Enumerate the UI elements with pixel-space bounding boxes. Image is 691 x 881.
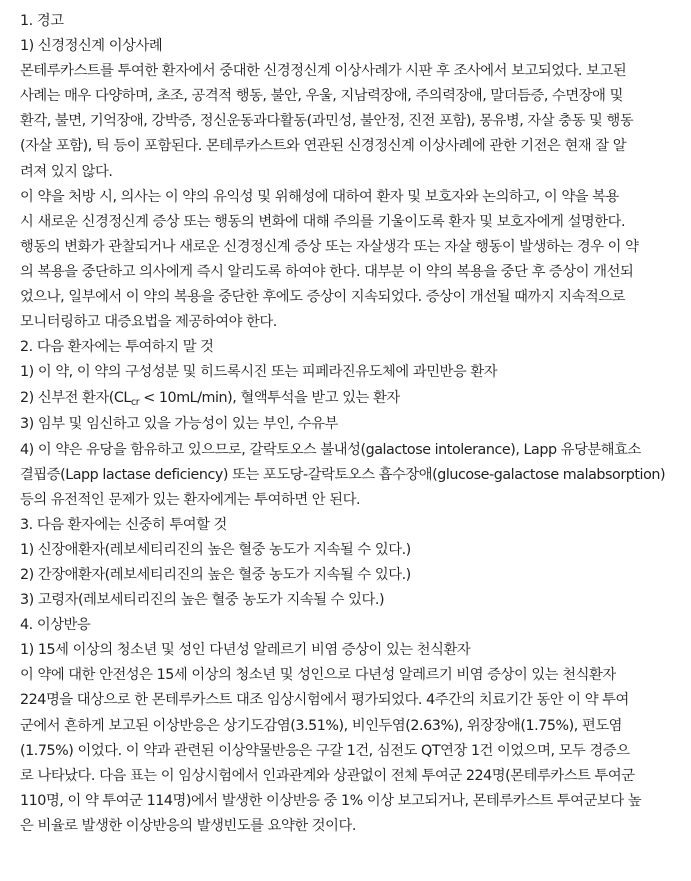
paragraph-line: 의 복용을 중단하고 의사에게 즉시 알리도록 하여야 한다. 대부분 이 약의 복용을 중단 후 증상이 개선되 bbox=[20, 263, 634, 280]
section-heading-caution: 3. 다음 환자에는 신중히 투여할 것 bbox=[20, 516, 227, 533]
paragraph-line: 군에서 흔하게 보고된 이상반응은 상기도감염(3.51%), 비인두염(2.63%), 위장장애(1.75%), 편도염 bbox=[20, 717, 623, 734]
paragraph-line: 시 새로운 신경정신계 증상 또는 행동의 변화에 대해 주의를 기울이도록 환자 및 보호자에게 설명한다. bbox=[20, 213, 626, 230]
paragraph-line: (1.75%) 이었다. 이 약과 관련된 이상약물반응은 구갈 1건, 심전도 QT연장 1건 이었으며, 모두 경증으 bbox=[20, 742, 630, 759]
subsection-heading-asthma-patients: 1) 15세 이상의 청소년 및 성인 다년성 알레르기 비염 증상이 있는 천식환자 bbox=[20, 642, 471, 659]
renal-text-after: < 10mL/min), 혈액투석을 받고 있는 환자 bbox=[139, 390, 400, 407]
paragraph-line: 이 약에 대한 안전성은 15세 이상의 청소년 및 성인으로 다년성 알레르기 비염 증상이 있는 천식환자 bbox=[20, 667, 616, 684]
renal-subscript: cr bbox=[130, 397, 140, 409]
paragraph-line: 110명, 이 약 투여군 114명)에서 발생한 이상반응 중 1% 이상 보고되거나, 몬테루카스트 투여군보다 높 bbox=[20, 792, 642, 809]
list-item: 3) 임부 및 임신하고 있을 가능성이 있는 부인, 수유부 bbox=[20, 416, 338, 433]
paragraph-line: 사례는 매우 다양하며, 초조, 공격적 행동, 불안, 우울, 지남력장애, 주의력장애, 말더듬증, 수면장애 및 bbox=[20, 88, 623, 105]
document-body bbox=[20, 9, 682, 839]
section-heading-adverse-reactions: 4. 이상반응 bbox=[20, 617, 91, 634]
paragraph-line: 로 나타났다. 다음 표는 이 임상시험에서 인과관계와 상관없이 전체 투여군 224명(몬테루카스트 투여군 bbox=[20, 767, 635, 784]
section-heading-contraindications: 2. 다음 환자에는 투여하지 말 것 bbox=[20, 339, 214, 356]
paragraph-line: 이 약을 처방 시, 의사는 이 약의 유익성 및 위해성에 대하여 환자 및 보호자와 논의하고, 이 약을 복용 bbox=[20, 188, 619, 205]
paragraph-line: 었으나, 일부에서 이 약의 복용을 중단한 후에도 증상이 지속되었다. 증상이 개선될 때까지 지속적으로 bbox=[20, 289, 626, 306]
list-item: 3) 고령자(레보세티리진의 높은 혈중 농도가 지속될 수 있다.) bbox=[20, 592, 385, 609]
paragraph-line: 몬테루카스트를 투여한 환자에서 중대한 신경정신계 이상사례가 시판 후 조사에서 보고되었다. 보고된 bbox=[20, 63, 627, 80]
paragraph-line: 행동의 변화가 관찰되거나 새로운 신경정신계 증상 또는 자살생각 또는 자살 행동이 발생하는 경우 이 약 bbox=[20, 238, 639, 255]
subsection-heading-neuropsychiatric: 1) 신경정신계 이상사례 bbox=[20, 38, 163, 55]
paragraph-line: 환각, 불면, 기억장애, 강박증, 정신운동과다활동(과민성, 불안정, 진전 포함), 몽유병, 자살 충동 및 행동 bbox=[20, 113, 634, 130]
list-item: 4) 이 약은 유당을 함유하고 있으므로, 갈락토오스 불내성(galactose intolerance), Lapp 유당분해효소 bbox=[20, 441, 641, 458]
list-item: 1) 이 약, 이 약의 구성성분 및 히드록시진 또는 피페라진유도체에 과민반응 환자 bbox=[20, 364, 498, 381]
paragraph-line: (자살 포함), 틱 등이 포함된다. 몬테루카스트와 연관된 신경정신계 이상사례에 관한 기전은 현재 잘 알 bbox=[20, 138, 627, 155]
paragraph-line: 224명을 대상으로 한 몬테루카스트 대조 임상시험에서 평가되었다. 4주간의 치료기간 동안 이 약 투여 bbox=[20, 692, 629, 709]
section-heading-warning: 1. 경고 bbox=[20, 13, 64, 29]
paragraph-line: 결핍증(Lapp lactase deficiency) 또는 포도당-갈락토오스 흡수장애(glucose-galactose malabsorption) bbox=[20, 466, 666, 483]
list-item: 2) 간장애환자(레보세티리진의 높은 혈중 농도가 지속될 수 있다.) bbox=[20, 566, 411, 583]
renal-text-before: 2) 신부전 환자(CL bbox=[20, 390, 131, 407]
paragraph-line: 모니터링하고 대증요법을 제공하여야 한다. bbox=[20, 314, 277, 331]
paragraph-line: 려져 있지 않다. bbox=[20, 163, 113, 180]
paragraph-line: 등의 유전적인 문제가 있는 환자에게는 투여하면 안 된다. bbox=[20, 491, 361, 508]
paragraph-line: 은 비율로 발생한 이상반응의 발생빈도를 요약한 것이다. bbox=[20, 817, 356, 834]
list-item: 1) 신장애환자(레보세티리진의 높은 혈중 농도가 지속될 수 있다.) bbox=[20, 541, 411, 558]
list-item-renal-failure bbox=[20, 385, 682, 412]
